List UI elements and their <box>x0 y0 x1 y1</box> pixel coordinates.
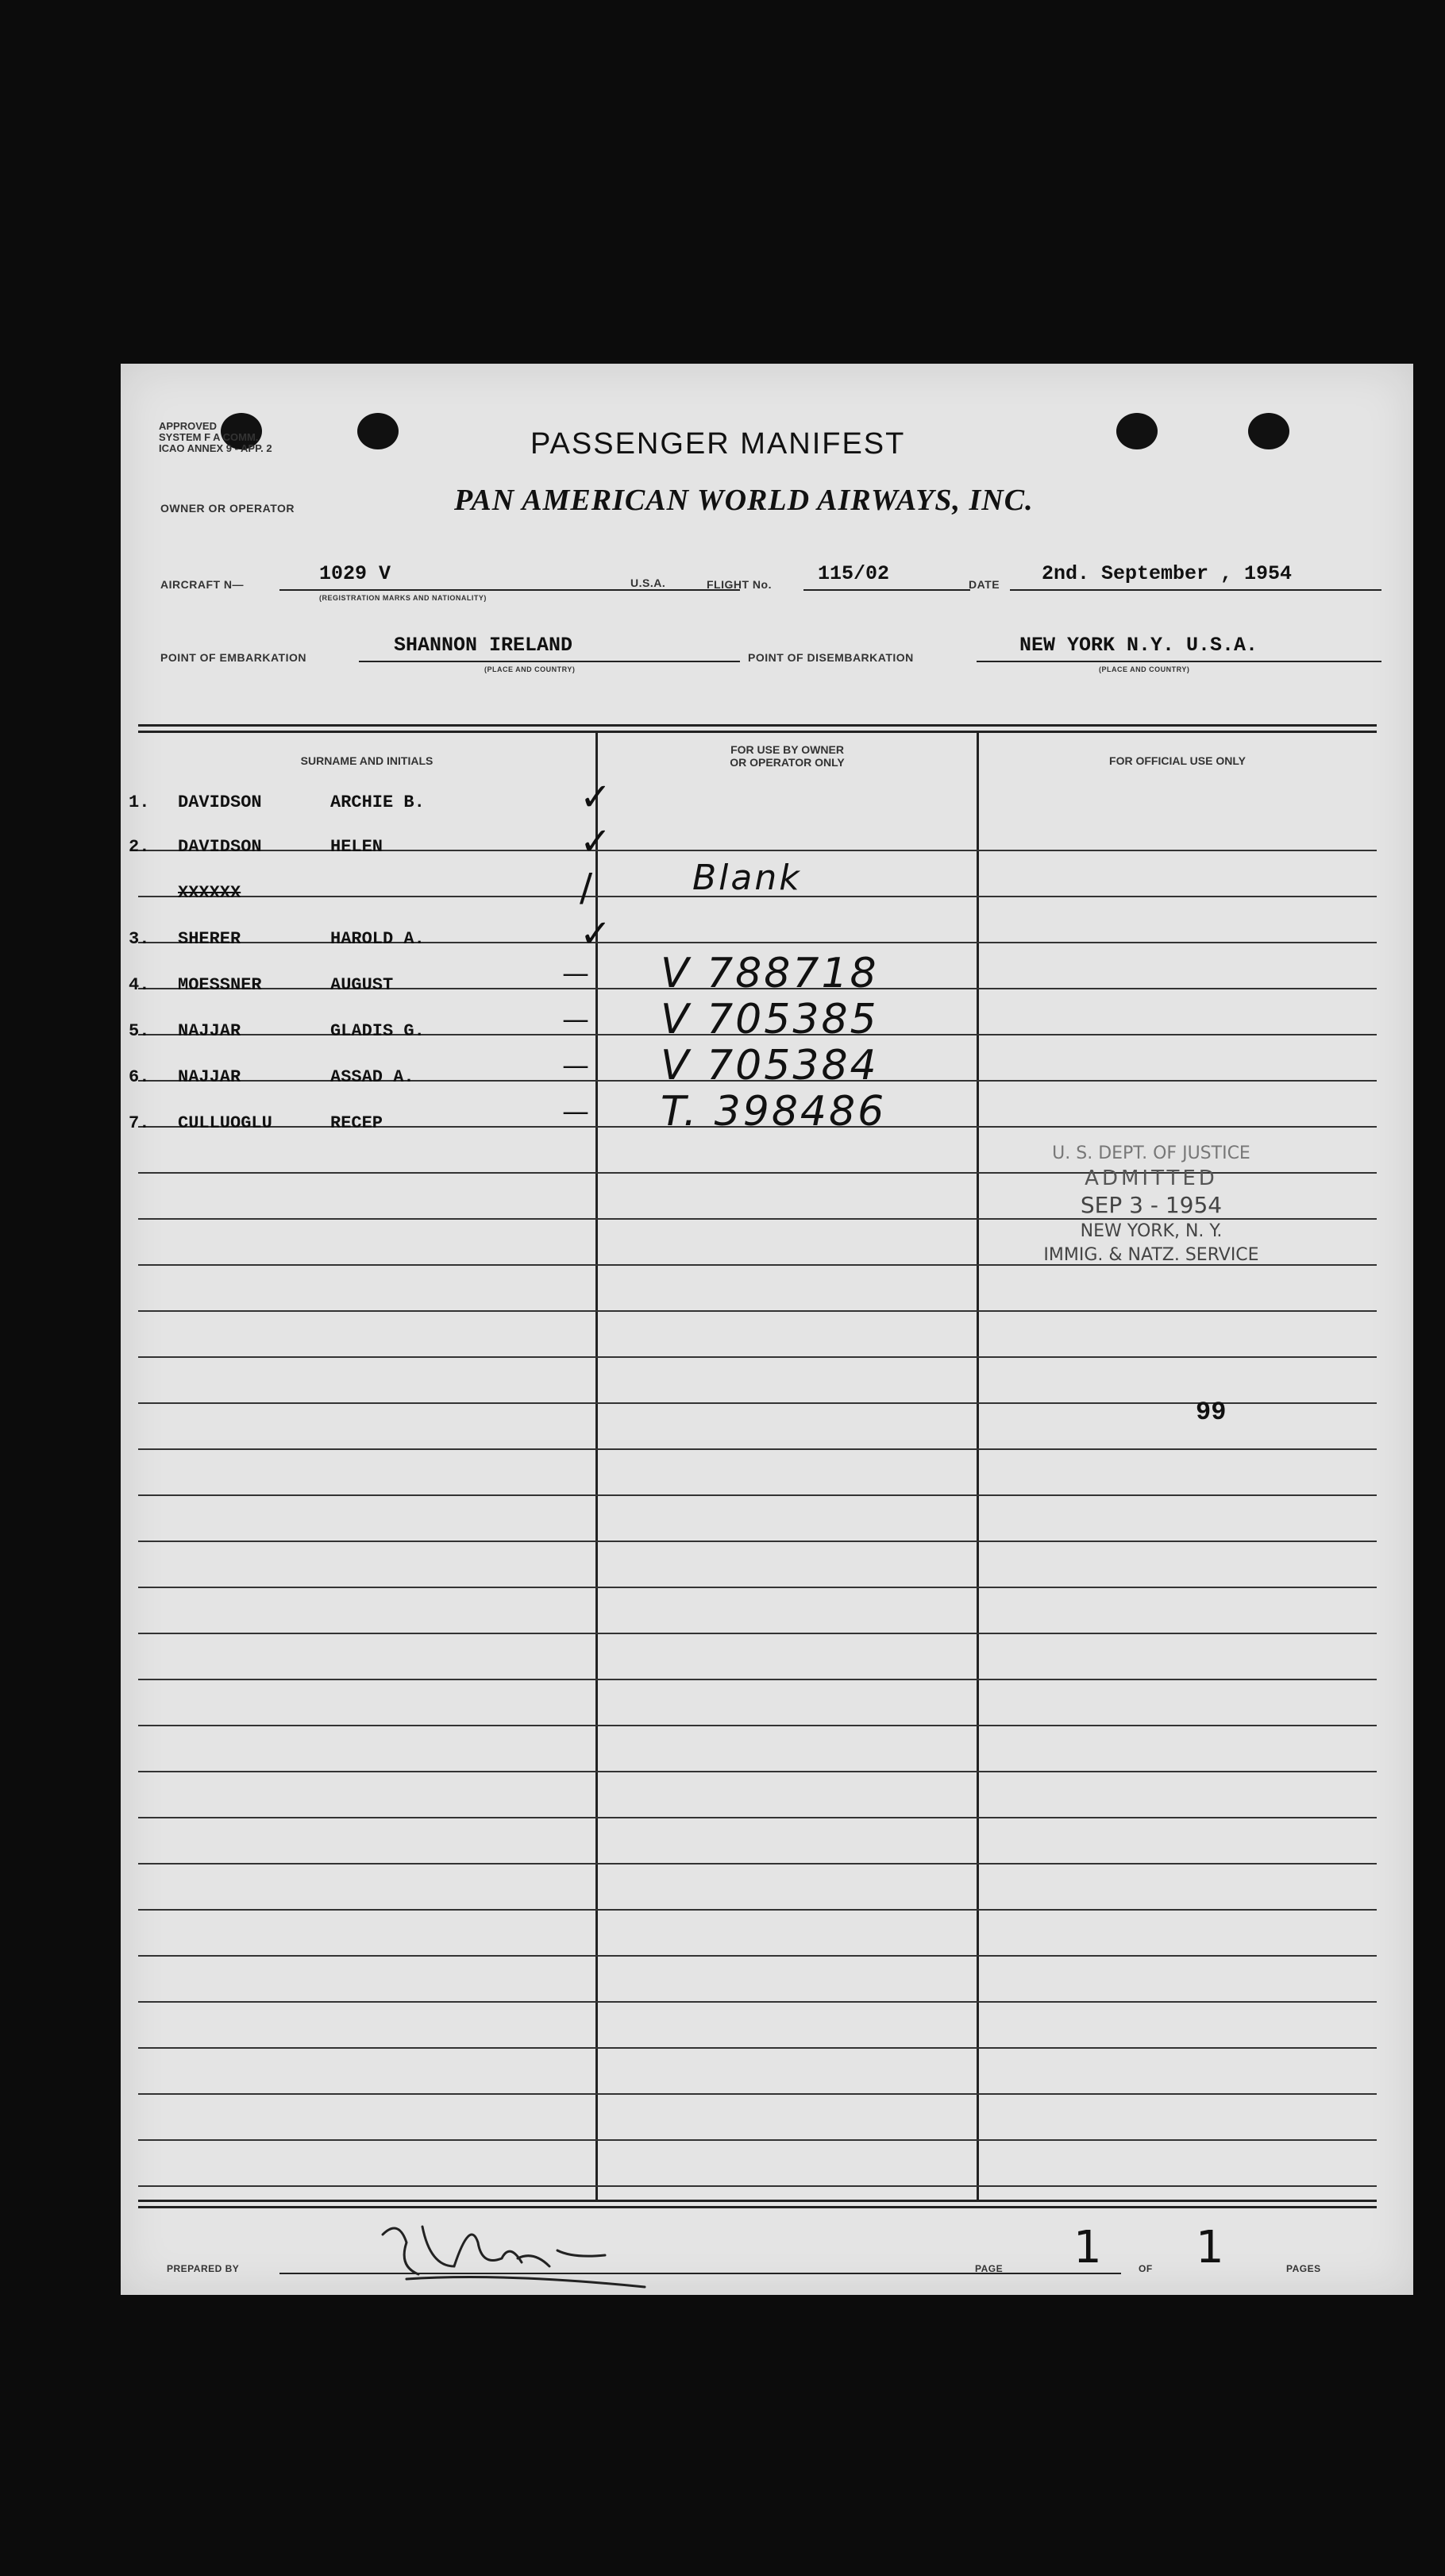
place-note: (PLACE AND COUNTRY) <box>1099 665 1190 673</box>
ruled-line <box>138 1310 1377 1312</box>
ruled-line <box>138 1863 1377 1865</box>
row-number: 2. <box>129 837 150 857</box>
ruled-line <box>138 1448 1377 1450</box>
passenger-surname: SHERER <box>178 929 241 949</box>
manifest-sheet <box>121 364 1413 2295</box>
approval-line: APPROVED <box>159 420 217 432</box>
disembarkation-label: POINT OF DISEMBARKATION <box>748 651 914 664</box>
aircraft-label: AIRCRAFT N— <box>160 578 245 591</box>
stamp-line: SEP 3 - 1954 <box>1080 1192 1223 1218</box>
check-mark: ✓ <box>580 775 615 819</box>
ruled-line <box>138 2047 1377 2049</box>
col-official-header: FOR OFFICIAL USE ONLY <box>1109 754 1246 767</box>
ruled-line <box>138 2093 1377 2095</box>
row-number: 1. <box>129 792 150 812</box>
ruled-line <box>138 850 1377 851</box>
check-mark: — <box>562 1050 591 1082</box>
passenger-given-name: HAROLD A. <box>330 929 425 949</box>
passenger-surname: DAVIDSON <box>178 792 262 812</box>
visa-number: Blank <box>692 858 802 898</box>
table-top-rule <box>138 731 1377 733</box>
usa-label: U.S.A. <box>630 577 666 589</box>
disembarkation-value: NEW YORK N.Y. U.S.A. <box>1019 634 1258 657</box>
row-number: 6. <box>129 1067 150 1087</box>
ruled-line <box>138 1955 1377 1957</box>
ruled-line <box>138 2001 1377 2003</box>
passenger-given-name: ASSAD A. <box>330 1067 414 1087</box>
place-note: (PLACE AND COUNTRY) <box>484 665 576 673</box>
field-line <box>359 661 740 662</box>
ruled-line <box>138 1494 1377 1496</box>
page-value: 1 <box>1073 2222 1104 2273</box>
table-bottom-rule <box>138 2200 1377 2202</box>
stamp-line: IMMIG. & NATZ. SERVICE <box>1043 1245 1259 1265</box>
of-label: OF <box>1139 2263 1153 2274</box>
punch-hole <box>357 413 399 449</box>
page-label: PAGE <box>975 2263 1004 2274</box>
stamp-line: NEW YORK, N. Y. <box>1080 1221 1223 1241</box>
ruled-line <box>138 1817 1377 1818</box>
punch-hole <box>1248 413 1289 449</box>
approval-note <box>159 421 272 454</box>
ruled-line <box>138 1909 1377 1911</box>
ruled-line <box>138 1541 1377 1542</box>
check-mark: ✓ <box>580 912 615 956</box>
visa-number: V 705384 <box>661 1042 879 1089</box>
field-line <box>279 589 740 591</box>
col-owner-header-line: OR OPERATOR ONLY <box>730 756 845 769</box>
col-owner-header-line: FOR USE BY OWNER <box>730 743 844 756</box>
ruled-line <box>138 2139 1377 2141</box>
owner-label: OWNER OR OPERATOR <box>160 502 295 515</box>
approval-line: ICAO ANNEX 9 - APP. 2 <box>159 442 272 454</box>
ruled-line <box>138 1402 1377 1404</box>
aircraft-value: 1029 V <box>319 562 391 585</box>
prepared-by-label: PREPARED BY <box>167 2263 240 2274</box>
check-mark: — <box>562 958 591 989</box>
passenger-surname: MOESSNER <box>178 975 262 995</box>
row-number: 5. <box>129 1021 150 1041</box>
row-number: 3. <box>129 929 150 949</box>
ruled-line <box>138 1771 1377 1772</box>
pages-label: PAGES <box>1286 2263 1321 2274</box>
ruled-line <box>138 1356 1377 1358</box>
column-divider <box>977 731 979 2200</box>
passenger-surname: XXXXXX <box>178 883 241 903</box>
table-bottom-rule <box>138 2206 1377 2208</box>
field-line <box>977 661 1381 662</box>
col-owner-header <box>598 743 977 769</box>
visa-number: T. 398486 <box>661 1088 887 1136</box>
embarkation-value: SHANNON IRELAND <box>394 634 573 657</box>
check-mark: — <box>562 1096 591 1128</box>
flight-value: 115/02 <box>818 562 890 585</box>
passenger-given-name: GLADIS G. <box>330 1021 425 1041</box>
admitted-stamp <box>1032 1142 1270 1267</box>
ruled-line <box>138 1633 1377 1634</box>
ruled-line <box>138 1725 1377 1726</box>
approval-line: SYSTEM F A COMM. <box>159 431 259 443</box>
date-label: DATE <box>969 578 1000 591</box>
flight-label: FLIGHT No. <box>707 578 772 591</box>
visa-number: V 705385 <box>661 996 879 1043</box>
passenger-surname: NAJJAR <box>178 1021 241 1041</box>
official-number: 99 <box>1196 1398 1227 1427</box>
passenger-surname: CULLUOGLU <box>178 1113 272 1133</box>
check-mark: ✓ <box>580 819 615 864</box>
passenger-given-name: AUGUST <box>330 975 394 995</box>
stamp-line: ADMITTED <box>1085 1167 1218 1190</box>
field-line <box>1010 589 1381 591</box>
check-mark: / <box>580 866 595 910</box>
registration-note: (REGISTRATION MARKS AND NATIONALITY) <box>319 594 487 602</box>
passenger-surname: DAVIDSON <box>178 837 262 857</box>
ruled-line <box>138 942 1377 943</box>
row-number: 4. <box>129 975 150 995</box>
col-surname-header: SURNAME AND INITIALS <box>300 754 434 767</box>
ruled-line <box>138 1679 1377 1680</box>
stamp-line: U. S. DEPT. OF JUSTICE <box>1052 1143 1250 1163</box>
signature <box>375 2203 661 2290</box>
passenger-surname: NAJJAR <box>178 1067 241 1087</box>
ruled-line <box>138 1587 1377 1588</box>
row-number: 7. <box>129 1113 150 1133</box>
table-top-rule <box>138 724 1377 727</box>
punch-hole <box>1116 413 1158 449</box>
passenger-given-name: RECEP <box>330 1113 383 1133</box>
form-title: PASSENGER MANIFEST <box>530 427 906 461</box>
of-value: 1 <box>1196 2222 1227 2273</box>
field-line <box>803 589 970 591</box>
embarkation-label: POINT OF EMBARKATION <box>160 651 306 664</box>
company-name: PAN AMERICAN WORLD AIRWAYS, INC. <box>454 484 1034 517</box>
check-mark: — <box>562 1004 591 1035</box>
ruled-line <box>138 2185 1377 2187</box>
passenger-given-name: ARCHIE B. <box>330 792 425 812</box>
visa-number: V 788718 <box>661 950 879 997</box>
passenger-given-name: HELEN <box>330 837 383 857</box>
date-value: 2nd. September , 1954 <box>1042 562 1293 585</box>
